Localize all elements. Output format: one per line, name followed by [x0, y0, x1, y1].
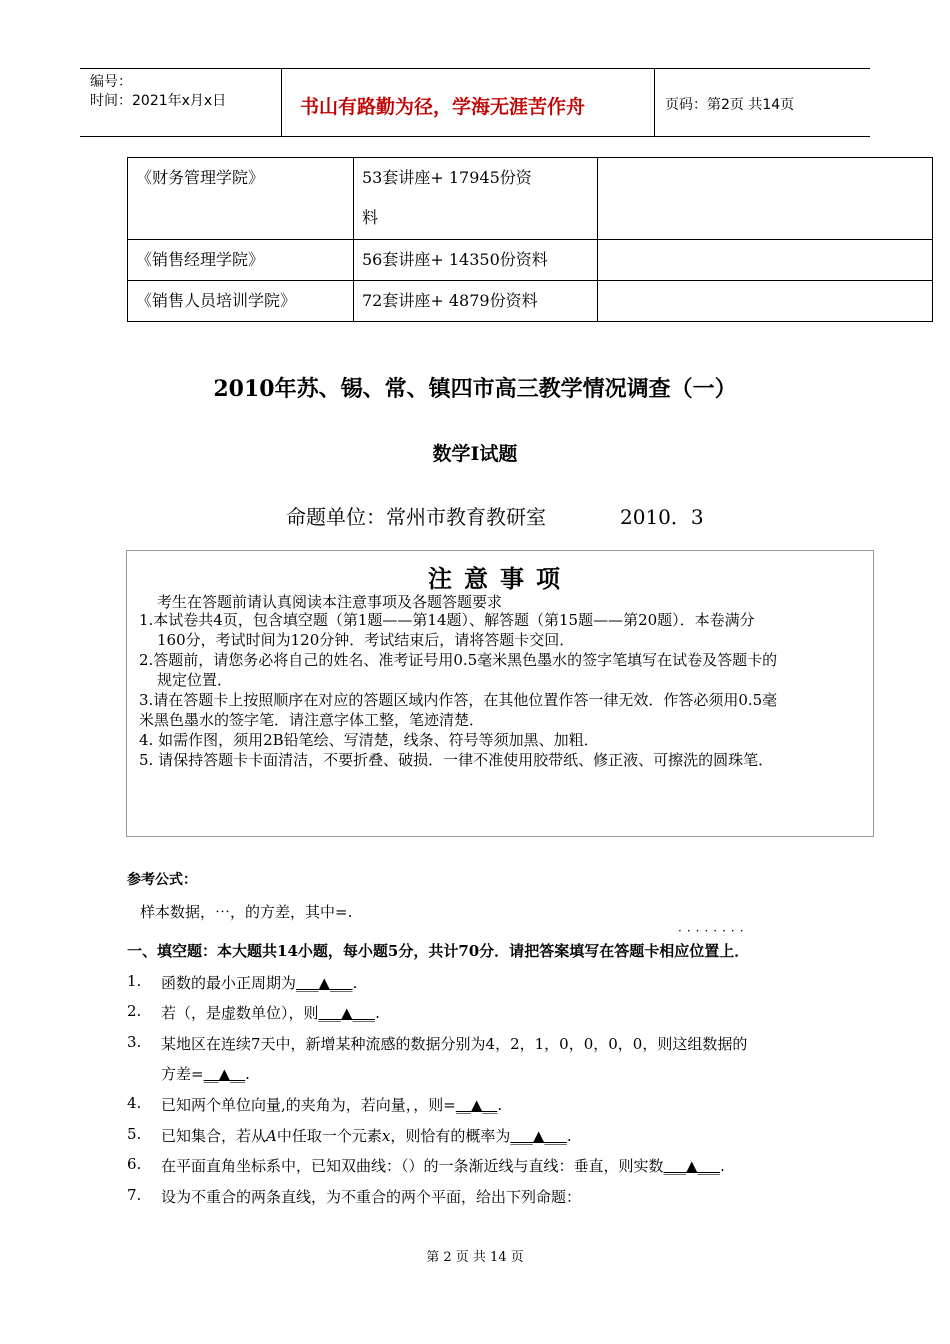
course-name: 《财务管理学院》 [128, 158, 354, 240]
notice-line: 米黑色墨水的签字笔．请注意字体工整，笔迹清楚． [139, 711, 485, 729]
notice-line: 5. 请保持答题卡卡面清洁，不要折叠、破损．一律不准使用胶带纸、修正液、可擦洗的圆珠笔． [139, 751, 774, 769]
question-stem: 若（，是虚数单位），则 [161, 1004, 319, 1022]
question-end: . [497, 1096, 503, 1114]
question-stem: 方差= [161, 1065, 204, 1083]
question-text [161, 1094, 502, 1115]
question-text [161, 1125, 572, 1146]
question-end: . [245, 1065, 250, 1083]
question-text [161, 1186, 581, 1207]
question-end: . [375, 1004, 380, 1022]
question-text [161, 1002, 380, 1023]
exam-subtitle: 数学Ⅰ试题 [432, 443, 518, 465]
formula-text: 样本数据，⋯，的方差，其中=. [140, 903, 353, 921]
variable-a: A [266, 1127, 277, 1145]
question-number: 3. [127, 1033, 142, 1051]
question-number: 6. [127, 1155, 142, 1173]
notice-line: 1.本试卷共4页，包含填空题（第1题——第14题）、解答题（第15题——第20题）．本卷满分 [139, 611, 755, 629]
question-stem: 设为不重合的两条直线，为不重合的两个平面，给出下列命题： [161, 1188, 582, 1206]
header-divider-left [281, 68, 282, 136]
header-motto: 书山有路勤为径，学海无涯苦作舟 [300, 96, 586, 118]
notice-line: 160分，考试时间为120分钟．考试结束后，请将答题卡交回． [157, 631, 575, 649]
notice-intro: 考生在答题前请认真阅读本注意事项及各题答题要求 [157, 593, 503, 611]
exam-title: 2010年苏、锡、常、镇四市高三教学情况调查（一） [213, 376, 737, 402]
exam-date: 2010．3 [620, 505, 704, 529]
notice-title: 注意事项 [428, 565, 572, 593]
course-extra [598, 158, 933, 240]
question-number: 4. [127, 1094, 142, 1112]
question-number: 5. [127, 1125, 142, 1143]
header-time-label: 时间：2021年x月x日 [90, 93, 227, 109]
answer-blank: ___▲___ [663, 1157, 721, 1175]
course-extra [598, 281, 933, 322]
question-text [161, 1155, 725, 1176]
course-name: 《销售经理学院》 [128, 240, 354, 281]
notice-line: 4. 如需作图，须用2B铅笔绘、写清楚，线条、符号等须加黑、加粗． [139, 731, 599, 749]
question-stem: 在平面直角坐标系中，已知双曲线：（）的一条渐近线与直线：垂直，则实数 [161, 1157, 664, 1175]
course-extra [598, 240, 933, 281]
answer-blank: ___▲___ [510, 1127, 567, 1145]
header-top-rule [80, 68, 870, 69]
answer-blank: __▲__ [455, 1096, 498, 1114]
header-code-label: 编号： [90, 74, 132, 90]
header-divider-right [654, 68, 655, 136]
course-table [127, 157, 933, 322]
question-end: . [720, 1157, 725, 1175]
variable-x: x [381, 1127, 391, 1145]
table-row [128, 158, 933, 240]
table-row [128, 240, 933, 281]
question-stem: 已知两个单位向量,的夹角为，若向量，，则= [161, 1096, 456, 1114]
question-end: . [352, 974, 358, 992]
question-number: 2. [127, 1002, 142, 1020]
question-text [161, 972, 357, 993]
section-heading: 一、填空题：本大题共14小题，每小题5分，共计70分．请把答案填写在答题卡相应位置上． [127, 942, 750, 960]
question-stem-end: ，则恰有的概率为 [390, 1127, 511, 1145]
formula-label: 参考公式： [127, 872, 197, 888]
question-end: . [566, 1127, 572, 1145]
header-page-label: 页码：第2页 共14页 [665, 97, 795, 113]
header-bottom-rule [80, 136, 870, 137]
answer-blank: ___▲___ [318, 1004, 376, 1022]
notice-line: 3.请在答题卡上按照顺序在对应的答题区域内作答，在其他位置作答一律无效．作答必须用0.5毫 [139, 691, 778, 709]
course-info-line: 料 [362, 208, 379, 227]
page-footer: 第 2 页 共 14 页 [426, 1250, 524, 1265]
question-stem: 函数的最小正周期为 [161, 974, 297, 992]
emphasis-dots: ········ [678, 924, 749, 938]
question-number: 7. [127, 1186, 142, 1204]
course-info [354, 158, 598, 240]
answer-blank: ___▲___ [296, 974, 353, 992]
question-text [161, 1033, 747, 1054]
notice-line: 规定位置． [157, 671, 233, 689]
question-text-continued [161, 1063, 250, 1084]
notice-box [126, 550, 874, 837]
table-row [128, 281, 933, 322]
notice-line: 2.答题前，请您务必将自己的姓名、准考证号用0.5毫米黑色墨水的签字笔填写在试卷及答题卡的 [139, 651, 778, 669]
course-info: 56套讲座+ 14350份资料 [354, 240, 598, 281]
answer-blank: __▲__ [203, 1065, 246, 1083]
course-info-line: 53套讲座+ 17945份资 [362, 168, 532, 187]
course-name: 《销售人员培训学院》 [128, 281, 354, 322]
course-info: 72套讲座+ 4879份资料 [354, 281, 598, 322]
question-stem: 已知集合，若从 [161, 1127, 267, 1145]
question-number: 1. [127, 972, 142, 990]
question-stem-mid: 中任取一个元素 [276, 1127, 382, 1145]
question-stem: 某地区在连续7天中，新增某种流感的数据分别为4，2，1，0，0，0，0，则这组数据的 [161, 1035, 748, 1053]
exam-unit: 命题单位：常州市教育教研室 [286, 505, 546, 529]
